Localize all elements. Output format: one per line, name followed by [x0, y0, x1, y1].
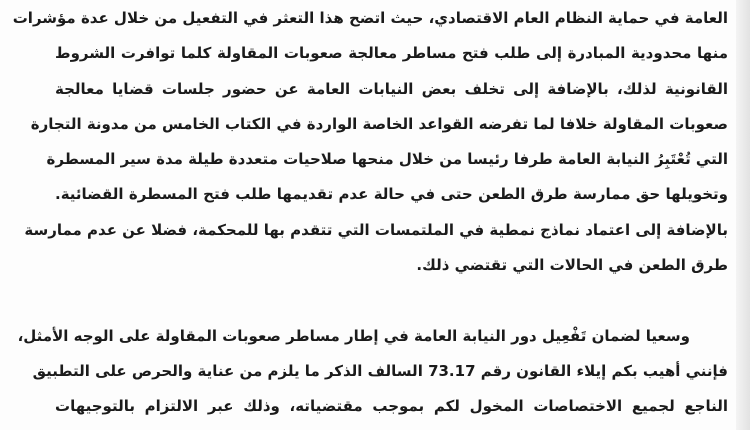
- text-line-3: القانونية لذلك، بالإضافة إلى تخلف بعض النيابات العامة عن حضور جلسات قضايا معالجة: [55, 80, 728, 98]
- text-line-7: بالإضافة إلى اعتماد نماذج نمطية في الملتمسات التي تتقدم بها للمحكمة، فضلا عن عدم ممارسة: [24, 221, 728, 239]
- text-line-1: العامة في حماية النظام العام الاقتصادي، حيث اتضح هذا التعثر في التفعيل من خلال عدة مؤشرات: [12, 9, 728, 27]
- paragraph-2-line-1: وسعيا لضمان تَفْعِيل دور النيابة العامة في إطار مساطر صعوبات المقاولة على الوجه الأمثل،: [17, 327, 690, 345]
- text-line-2: منها محدودية المبادرة إلى طلب فتح مساطر معالجة صعوبات المقاولة كلما توافرت الشروط: [55, 44, 728, 62]
- paragraph-2-line-2: فإنني أهيب بكم إيلاء القانون رقم 73.17 السالف الذكر ما يلزم من عناية والحرص على التطبيق: [32, 362, 728, 380]
- text-line-4: صعوبات المقاولة خلافا لما تفرضه القواعد الخاصة الواردة في الكتاب الخامس من مدونة التجارة: [30, 115, 728, 133]
- paragraph-2-line-3: الناجع لجميع الاختصاصات المخول لكم بموجب مقتضياته، وذلك عبر الالتزام بالتوجيهات: [55, 397, 728, 415]
- text-line-6: وتخويلها حق ممارسة طرق الطعن حتى في حالة عدم تقديمها طلب فتح المسطرة القضائية.: [55, 185, 728, 203]
- text-line-5: التي تُعْتَبِرُ النيابة العامة طرفا رئيسا من خلال منحها صلاحيات متعددة طيلة مدة سير المسطرة: [46, 150, 728, 168]
- text-line-8: طرق الطعن في الحالات التي تقتضي ذلك.: [416, 256, 728, 274]
- page-edge-shadow: [736, 0, 750, 430]
